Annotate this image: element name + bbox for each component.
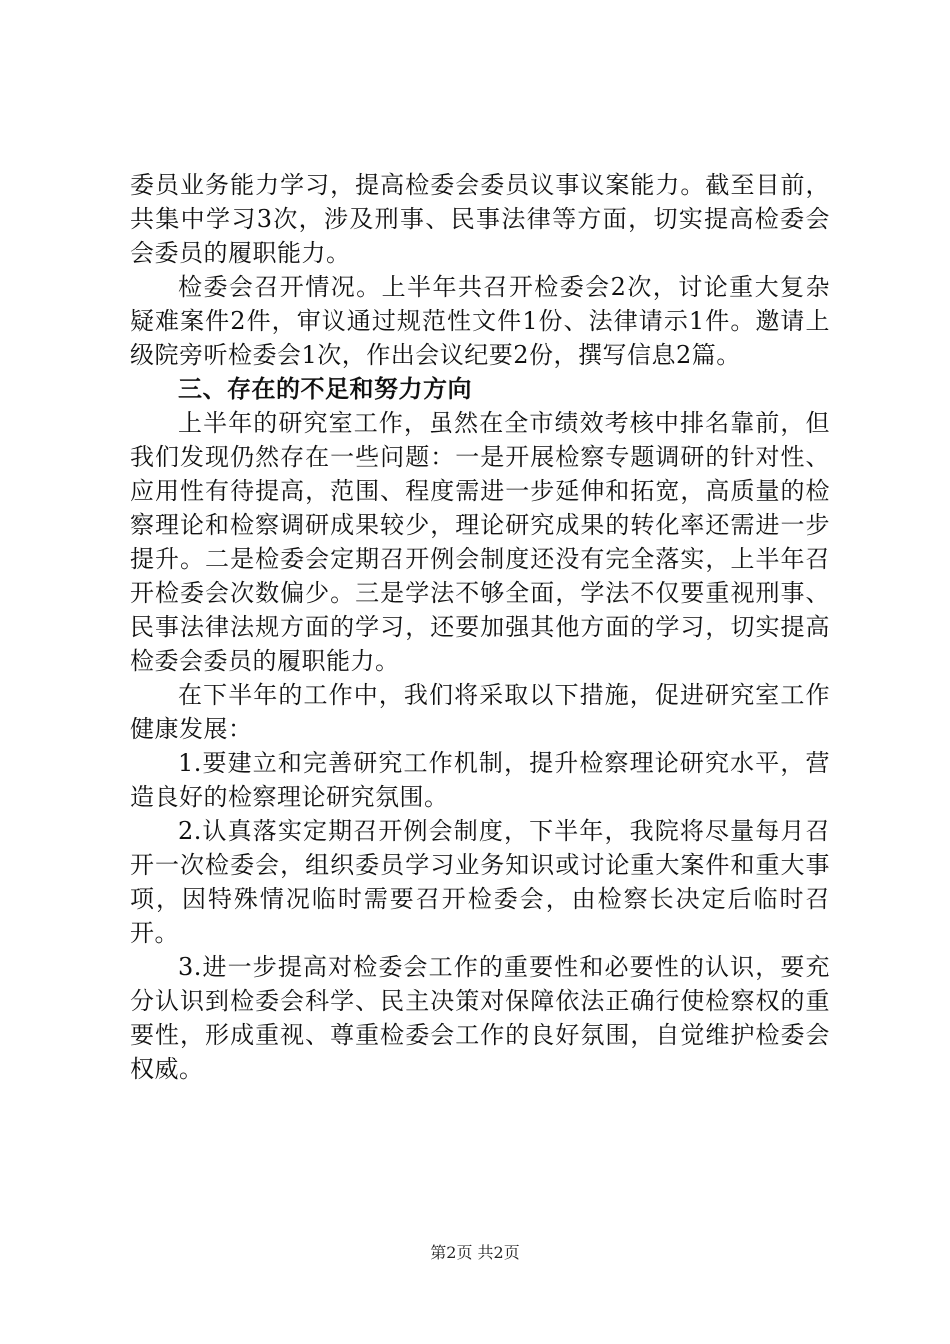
section-heading: 三、存在的不足和努力方向 bbox=[178, 375, 472, 403]
list-item-measure-3: 3.进一步提高对检委会工作的重要性和必要性的认识，要充分认识到检委会科学、民主决策对保障依法正确行使检察权的重要性，形成重视、尊重检委会工作的良好氛围，自觉维护检委会权威。 bbox=[130, 953, 830, 1083]
document-body bbox=[130, 168, 830, 1086]
page-number-footer: 第2页 共2页 bbox=[430, 1243, 520, 1262]
list-item-measure-1: 1.要建立和完善研究工作机制，提升检察理论研究水平，营造良好的检察理论研究氛围。 bbox=[130, 749, 830, 811]
paragraph-committee-meetings: 检委会召开情况。上半年共召开检委会2次，讨论重大复杂疑难案件2件，审议通过规范性文件1份、法律请示1件。邀请上级院旁听检委会1次，作出会议纪要2份，撰写信息2篇。 bbox=[130, 273, 830, 369]
paragraph-continued: 委员业务能力学习，提高检委会委员议事议案能力。截至目前，共集中学习3次，涉及刑事、民事法律等方面，切实提高检委会会委员的履职能力。 bbox=[130, 171, 830, 267]
paragraph-problems: 上半年的研究室工作，虽然在全市绩效考核中排名靠前，但我们发现仍然存在一些问题：一是开展检察专题调研的针对性、应用性有待提高，范围、程度需进一步延伸和拓宽，高质量的检察理论和检察调研成果较少，理论研究成果的转化率还需进一步提升。二是检委会定期召开例会制度还没有完全落实，上半年召开检委会次数偏少。三是学法不够全面，学法不仅要重视刑事、民事法律法规方面的学习，还要加强其他方面的学习，切实提高检委会委员的履职能力。 bbox=[130, 409, 830, 675]
paragraph-measures-intro: 在下半年的工作中，我们将采取以下措施，促进研究室工作健康发展： bbox=[130, 681, 830, 743]
list-item-measure-2: 2.认真落实定期召开例会制度，下半年，我院将尽量每月召开一次检委会，组织委员学习业务知识或讨论重大案件和重大事项，因特殊情况临时需要召开检委会，由检察长决定后临时召开。 bbox=[130, 817, 830, 947]
